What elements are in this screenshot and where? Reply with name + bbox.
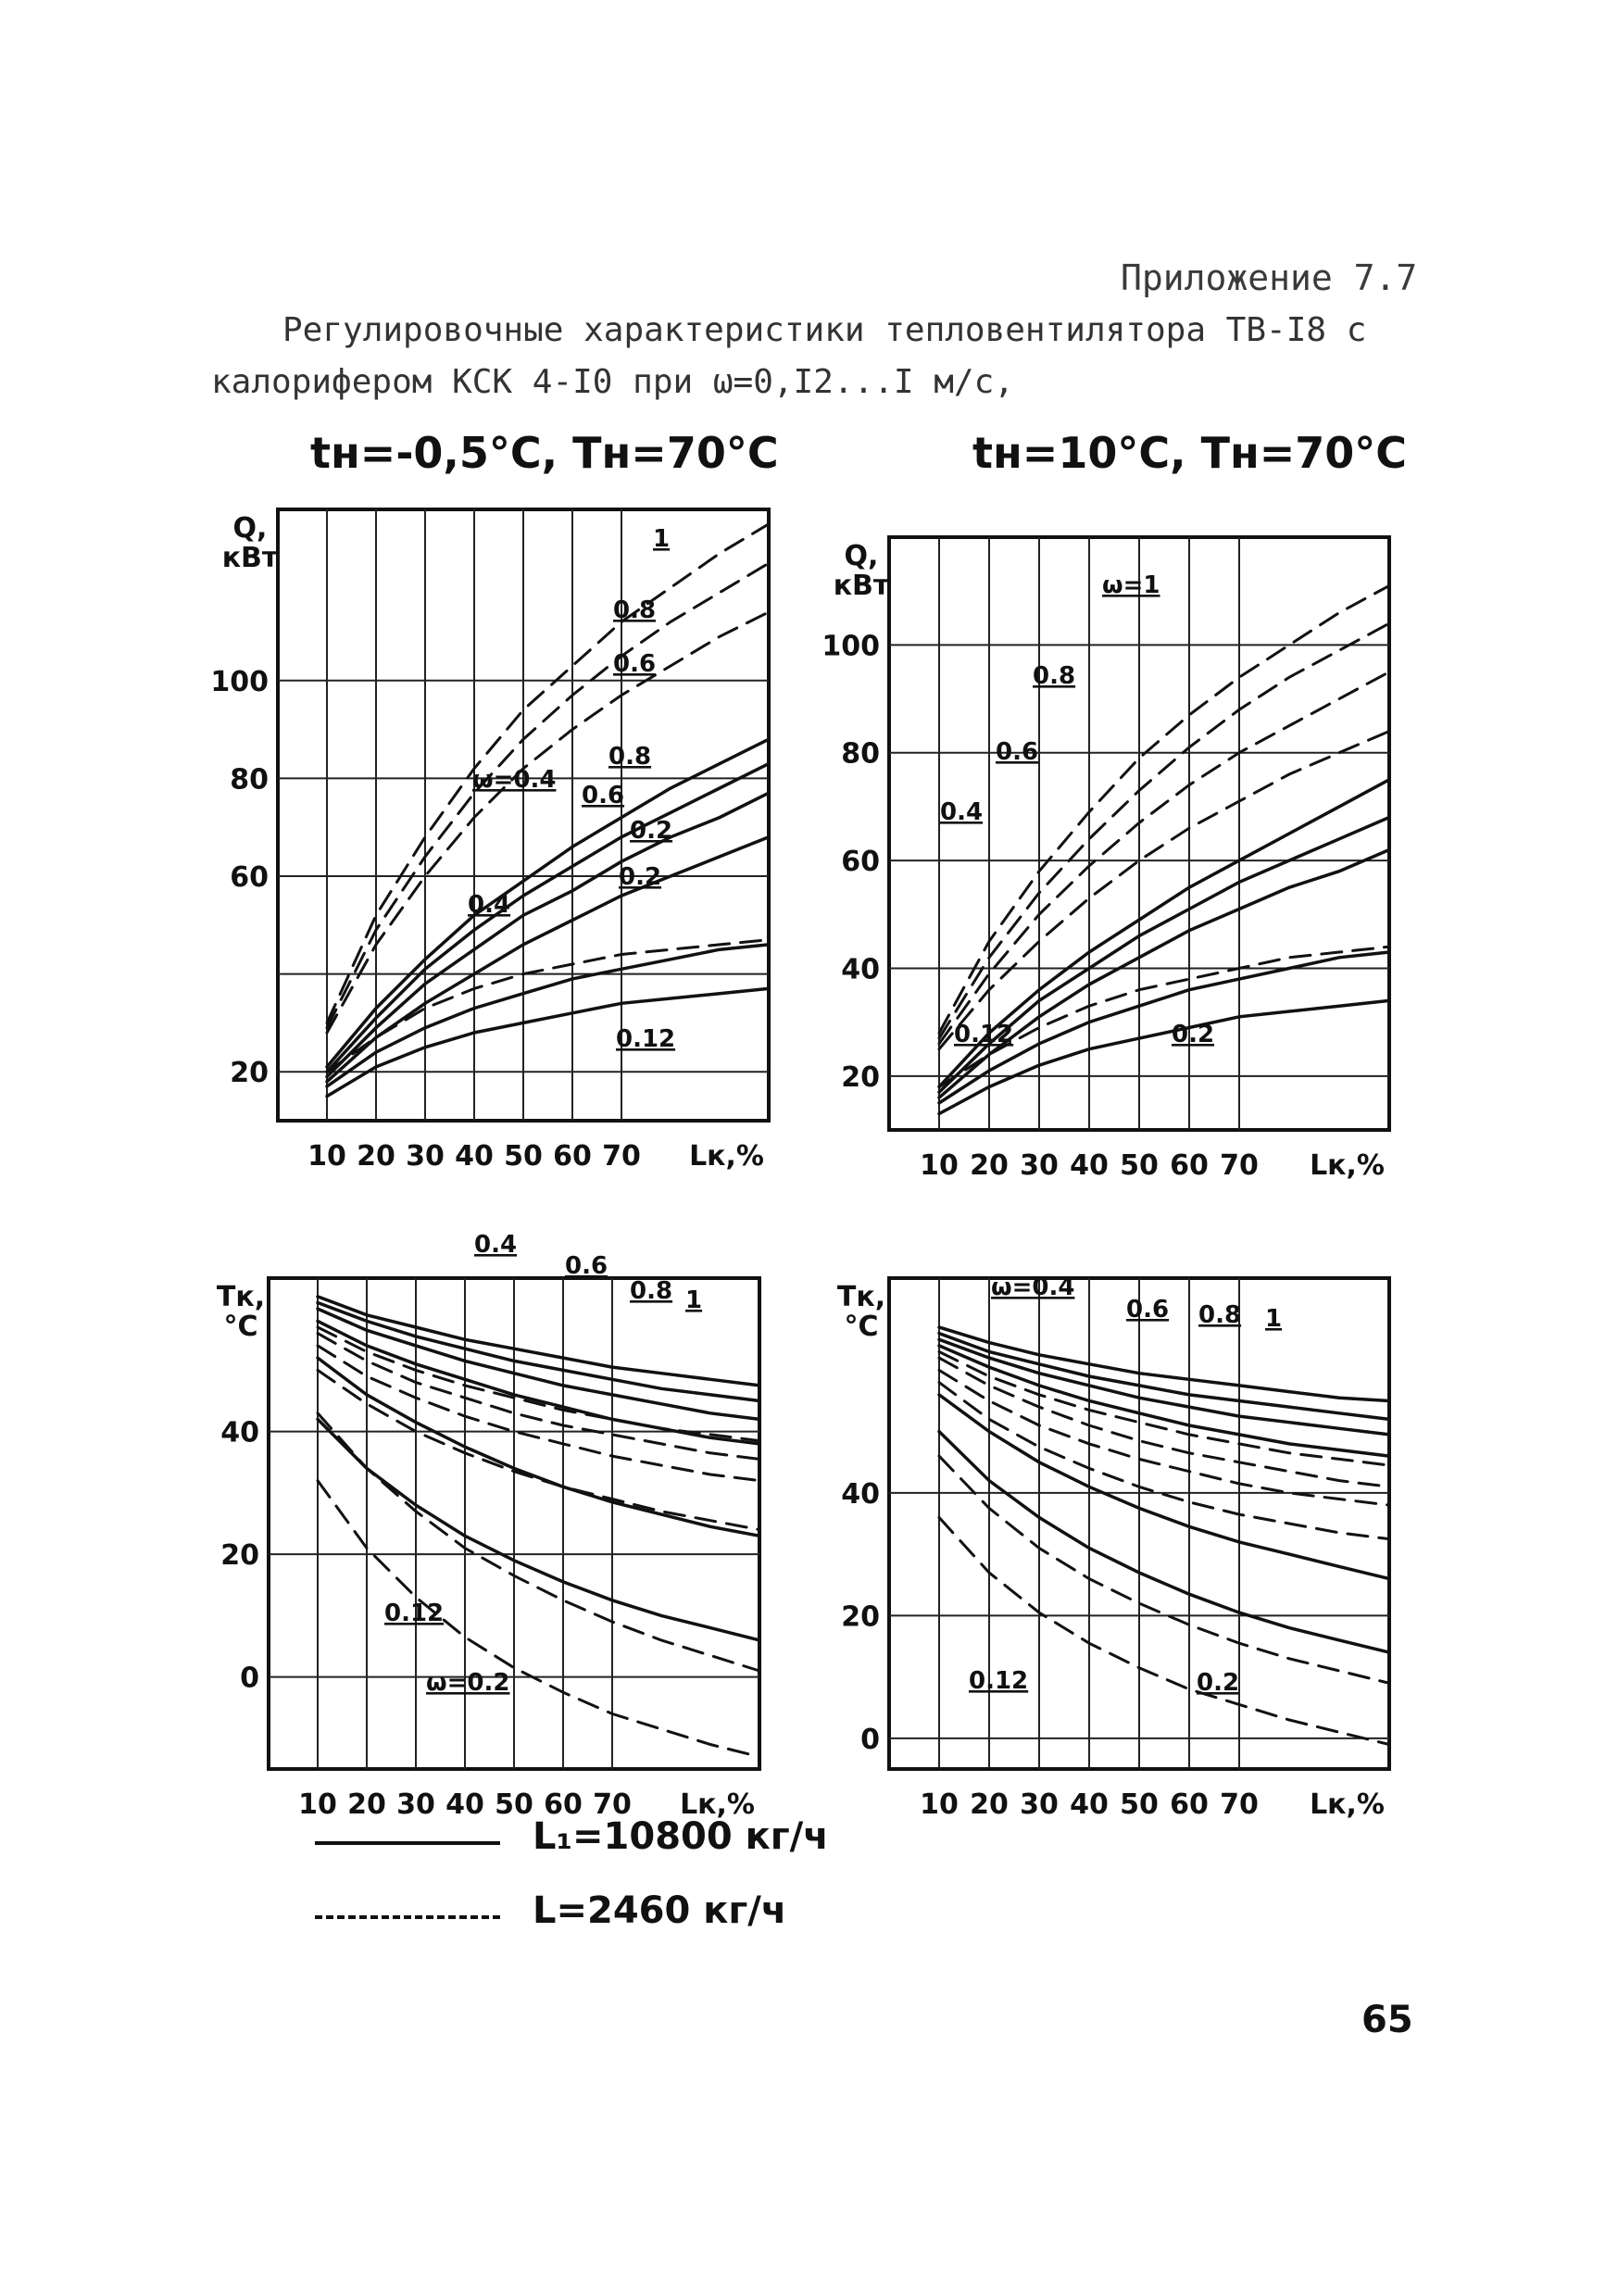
x-tick-label: 10 bbox=[307, 1140, 346, 1173]
series-line bbox=[327, 945, 769, 1086]
curve-label: 0.12 bbox=[384, 1600, 445, 1627]
curve-label: 0.4 bbox=[468, 891, 511, 919]
x-tick-label: 60 bbox=[544, 1788, 583, 1821]
x-tick-label: 50 bbox=[495, 1788, 533, 1821]
curve-label: 0.4 bbox=[940, 798, 984, 826]
series-line bbox=[327, 793, 769, 1076]
y-tick-label: 40 bbox=[841, 1477, 880, 1511]
y-axis-title-line2: кВт bbox=[833, 570, 890, 602]
curve-label: 0.8 bbox=[1033, 662, 1076, 690]
curve-label: 0.6 bbox=[996, 738, 1039, 766]
y-tick-label: 100 bbox=[210, 665, 269, 698]
legend-dashed-label: L=2460 кг/ч bbox=[533, 1889, 787, 1932]
y-tick-label: 20 bbox=[230, 1057, 269, 1090]
x-tick-label: 70 bbox=[1220, 1788, 1259, 1821]
x-tick-label: 40 bbox=[445, 1788, 484, 1821]
series-line bbox=[939, 672, 1389, 1044]
x-tick-label: 70 bbox=[602, 1140, 641, 1173]
x-axis-title: Lк,% bbox=[689, 1140, 764, 1173]
x-tick-label: 70 bbox=[1220, 1149, 1259, 1182]
x-tick-label: 10 bbox=[298, 1788, 337, 1821]
x-axis-title: Lк,% bbox=[680, 1788, 755, 1821]
curve-label: 0.2 bbox=[619, 863, 662, 891]
curve-label: ω=0.4 bbox=[472, 766, 557, 794]
x-tick-label: 30 bbox=[1020, 1788, 1059, 1821]
curve-label: 0.2 bbox=[630, 817, 673, 845]
y-tick-label: 80 bbox=[230, 763, 269, 797]
curve-label: 1 bbox=[1265, 1305, 1283, 1333]
chart-heat-output-right bbox=[815, 491, 1426, 1213]
series-line bbox=[939, 1432, 1389, 1653]
series-line bbox=[939, 1456, 1389, 1683]
curve-label: ω=0.4 bbox=[991, 1273, 1075, 1301]
curve-label: 0.12 bbox=[616, 1025, 676, 1053]
x-tick-label: 20 bbox=[357, 1140, 395, 1173]
x-axis-title: Lк,% bbox=[1310, 1788, 1385, 1821]
series-line bbox=[939, 732, 1389, 1049]
chart-outlet-temp-right bbox=[815, 1223, 1426, 1821]
y-tick-label: 0 bbox=[860, 1723, 880, 1756]
y-axis-title-line1: Q, bbox=[232, 512, 268, 545]
y-tick-label: 40 bbox=[841, 953, 880, 986]
x-tick-label: 20 bbox=[347, 1788, 386, 1821]
x-axis-title: Lк,% bbox=[1310, 1149, 1385, 1182]
chart-heat-output-left bbox=[185, 491, 815, 1213]
y-tick-label: 20 bbox=[841, 1600, 880, 1634]
x-tick-label: 20 bbox=[970, 1788, 1009, 1821]
x-tick-label: 60 bbox=[1170, 1149, 1209, 1182]
x-tick-label: 30 bbox=[406, 1140, 445, 1173]
legend-solid-line bbox=[315, 1841, 500, 1845]
page-number: 65 bbox=[1361, 1999, 1413, 2041]
x-tick-label: 60 bbox=[1170, 1788, 1209, 1821]
caption-line-1: Регулировочные характеристики тепловентилятора ТВ-I8 с bbox=[282, 311, 1367, 349]
legend-dashed-line bbox=[315, 1915, 500, 1919]
x-tick-label: 40 bbox=[455, 1140, 494, 1173]
curve-label: 0.12 bbox=[969, 1667, 1029, 1695]
y-axis-title-line1: Tк, bbox=[216, 1281, 266, 1313]
curve-label: 0.2 bbox=[1172, 1021, 1215, 1048]
chart-outlet-temp-left bbox=[185, 1223, 815, 1821]
y-tick-label: 60 bbox=[841, 846, 880, 879]
x-tick-label: 60 bbox=[553, 1140, 592, 1173]
y-axis-title-line2: °С bbox=[844, 1311, 879, 1343]
series-line bbox=[939, 1395, 1389, 1579]
curve-label: 0.8 bbox=[613, 596, 657, 624]
y-tick-label: 40 bbox=[220, 1416, 259, 1449]
y-axis-title-line2: °С bbox=[223, 1311, 258, 1343]
x-tick-label: 50 bbox=[1120, 1788, 1159, 1821]
y-tick-label: 0 bbox=[240, 1662, 259, 1695]
x-tick-label: 40 bbox=[1070, 1788, 1109, 1821]
series-line bbox=[939, 1517, 1389, 1744]
curve-label: 0.6 bbox=[582, 782, 625, 809]
series-line bbox=[939, 623, 1389, 1038]
y-tick-label: 60 bbox=[230, 861, 269, 894]
x-tick-label: 10 bbox=[920, 1149, 959, 1182]
series-line bbox=[318, 1413, 759, 1671]
x-tick-label: 30 bbox=[1020, 1149, 1059, 1182]
curve-label: 1 bbox=[685, 1286, 703, 1314]
x-tick-label: 30 bbox=[396, 1788, 435, 1821]
appendix-label: Приложение 7.7 bbox=[1121, 257, 1418, 298]
x-tick-label: 10 bbox=[920, 1788, 959, 1821]
y-axis-title-line2: кВт bbox=[221, 542, 279, 574]
y-tick-label: 100 bbox=[822, 630, 880, 663]
x-tick-label: 40 bbox=[1070, 1149, 1109, 1182]
curve-label: 0.8 bbox=[630, 1277, 673, 1305]
curve-label: 0.8 bbox=[608, 743, 652, 771]
series-line bbox=[327, 940, 769, 1073]
legend-solid-label: L₁=10800 кг/ч bbox=[533, 1815, 829, 1858]
y-axis-title-line1: Q, bbox=[844, 540, 879, 572]
curve-label: 0.8 bbox=[1198, 1301, 1242, 1329]
curve-label: 0.4 bbox=[474, 1231, 518, 1259]
series-line bbox=[939, 1383, 1389, 1539]
y-tick-label: 20 bbox=[220, 1539, 259, 1573]
curve-label: ω=1 bbox=[1102, 571, 1160, 599]
y-tick-label: 80 bbox=[841, 737, 880, 771]
series-line bbox=[327, 612, 769, 1033]
series-line bbox=[939, 585, 1389, 1033]
curve-label: 0.6 bbox=[565, 1252, 608, 1280]
curve-label: 0.2 bbox=[1197, 1669, 1240, 1697]
left-column-subtitle: tн=-0,5°С, Тн=70°С bbox=[310, 428, 779, 478]
x-tick-label: 70 bbox=[593, 1788, 632, 1821]
curve-label: 0.6 bbox=[1126, 1296, 1170, 1324]
curve-label: ω=0.2 bbox=[426, 1669, 510, 1697]
curve-label: 1 bbox=[653, 525, 671, 553]
x-tick-label: 50 bbox=[1120, 1149, 1159, 1182]
x-tick-label: 50 bbox=[504, 1140, 543, 1173]
curve-label: 0.6 bbox=[613, 650, 657, 678]
curve-label: 0.12 bbox=[954, 1021, 1014, 1048]
y-axis-title-line1: Tк, bbox=[836, 1281, 886, 1313]
caption-line-2: калорифером КСК 4-I0 при ω=0,I2...I м/с, bbox=[211, 363, 1014, 401]
y-tick-label: 20 bbox=[841, 1060, 880, 1094]
right-column-subtitle: tн=10°С, Тн=70°С bbox=[972, 428, 1408, 478]
x-tick-label: 20 bbox=[970, 1149, 1009, 1182]
